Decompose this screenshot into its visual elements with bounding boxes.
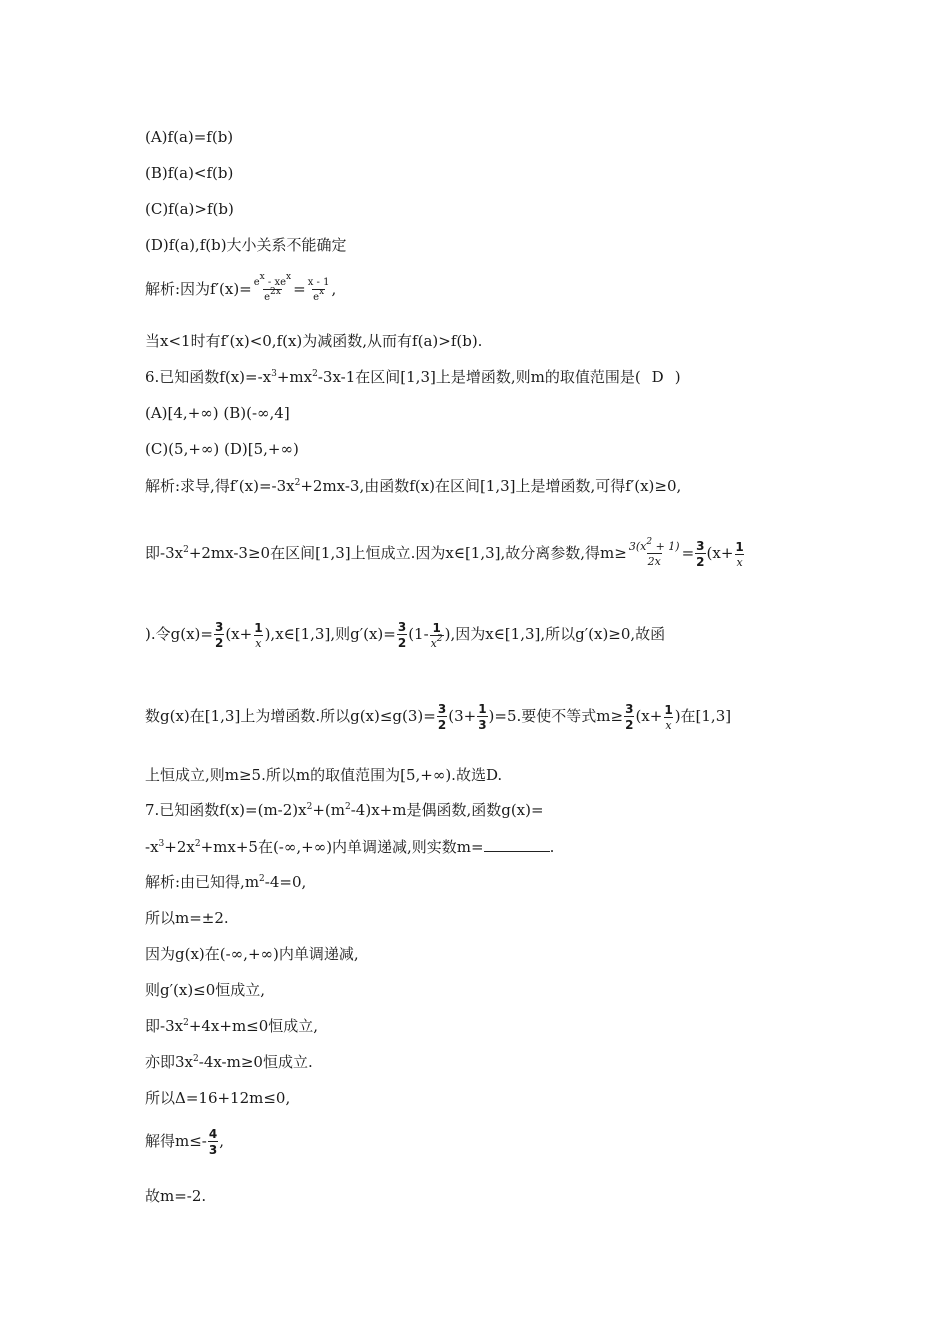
- q5-analysis-line1: 解析:因为f′(x)= $e^x - xe^x$ $e^{2x}$ = $\frac{x - 1}{e^x}$ ,: [145, 272, 337, 303]
- q6-analysis-line2: 即$-3x^2+2mx-3\ge 0$在区间[1,3]上恒成立.因为x∈[1,3],故分离参数,得m≥ $\frac{3(x^2 + 1)}{2x}$ = $\frac{3}{2}$ (x+ $\frac{1}{x}$: [145, 537, 744, 569]
- answer: D: [651, 368, 664, 386]
- fraction: $\frac{3}{2}$: [397, 620, 407, 650]
- option-a: (A)f(a)=f(b): [145, 128, 234, 146]
- q7-analysis-6: 亦即$3x^2-4x-m\ge 0$恒成立.: [145, 1053, 313, 1071]
- q6-analysis-line3: ).令g(x)= $\frac{3}{2}$ (x+ $\frac{1}{x}$ ),x∈[1,3],则g′(x)= $\frac{3}{2}$ (1- $\frac{1}{x^2}$ ),因为x∈[1,3],所以g′(x)≥0,故函: [145, 620, 666, 650]
- q7-stem-line1: 7.已知函数$f(x)=(m-2)x^2+(m^2-4)x+m$是偶函数,函数g(x)=: [145, 801, 544, 819]
- option-c: (C)f(a)>f(b): [145, 200, 234, 218]
- q6-analysis-line5: 上恒成立,则m≥5.所以m的取值范围为[5,+∞).故选D.: [145, 766, 503, 784]
- fraction: $\frac{1}{x}$: [735, 539, 744, 569]
- fraction: $\frac{1}{x^2}$: [430, 620, 443, 650]
- q5-analysis-line2: 当x<1时有f′(x)<0,f(x)为减函数,从而有f(a)>f(b).: [145, 332, 483, 350]
- q7-analysis-1: 解析:由已知得$,m^2-4=0$,: [145, 873, 307, 891]
- q6-analysis-line4: 数g(x)在[1,3]上为增函数.所以g(x)≤g(3)= $\frac{3}{2}$ (3+ $\frac{1}{3}$ )=5.要使不等式m≥ $\frac{3}{2}$ (x+ $\frac{1}{x}$ )在[1,3]: [145, 702, 732, 732]
- fraction: $\frac{1}{3}$: [478, 702, 487, 732]
- q6-analysis-line1: 解析:求导,得$f'(x)=-3x^2+2mx-3$,由函数f(x)在区间[1,3]上是增函数,可得f′(x)≥0,: [145, 477, 682, 495]
- fraction: $\frac{4}{3}$: [208, 1127, 218, 1157]
- fraction: $\frac{3}{2}$: [437, 702, 447, 732]
- fraction: $\frac{1}{x}$: [254, 620, 263, 650]
- q7-analysis-4: 则g′(x)≤0恒成立,: [145, 981, 266, 999]
- fraction: $\frac{3}{2}$: [214, 620, 224, 650]
- answer-blank: [484, 837, 550, 852]
- q7-analysis-7: 所以Δ=16+12m≤0,: [145, 1089, 291, 1107]
- option-b: (B)f(a)<f(b): [145, 164, 234, 182]
- fraction: $\frac{3}{2}$: [625, 702, 634, 732]
- q7-analysis-9: 故m=-2.: [145, 1187, 207, 1205]
- option-d: (D)f(a),f(b)大小关系不能确定: [145, 236, 347, 254]
- q7-analysis-5: 即$-3x^2+4x+m\le 0$恒成立,: [145, 1017, 319, 1035]
- fraction: $\frac{1}{x}$: [664, 702, 673, 732]
- q6-stem: 6.已知函数$f(x)=-x^3+mx^2-3x-1$在区间[1,3]上是增函数,则m的取值范围是( D ): [145, 368, 681, 386]
- q6-options-ab: (A)[4,+∞) (B)(-∞,4]: [145, 404, 290, 422]
- q7-analysis-3: 因为g(x)在(-∞,+∞)内单调递减,: [145, 945, 359, 963]
- fraction: $e^x - xe^x$ $e^{2x}$: [253, 272, 292, 303]
- q7-stem-line2: $-x^3+2x^2+mx+5$在(-∞,+∞)内单调递减,则实数m= .: [145, 838, 555, 856]
- q6-options-cd: (C)(5,+∞) (D)[5,+∞): [145, 440, 299, 458]
- q7-analysis-8: 解得m≤- $\frac{4}{3}$ ,: [145, 1127, 225, 1157]
- q7-analysis-2: 所以m=±2.: [145, 909, 229, 927]
- fraction: $\frac{3(x^2 + 1)}{2x}$: [628, 537, 680, 568]
- fraction: $\frac{x - 1}{e^x}$: [307, 276, 330, 303]
- fraction: $\frac{3}{2}$: [696, 539, 705, 569]
